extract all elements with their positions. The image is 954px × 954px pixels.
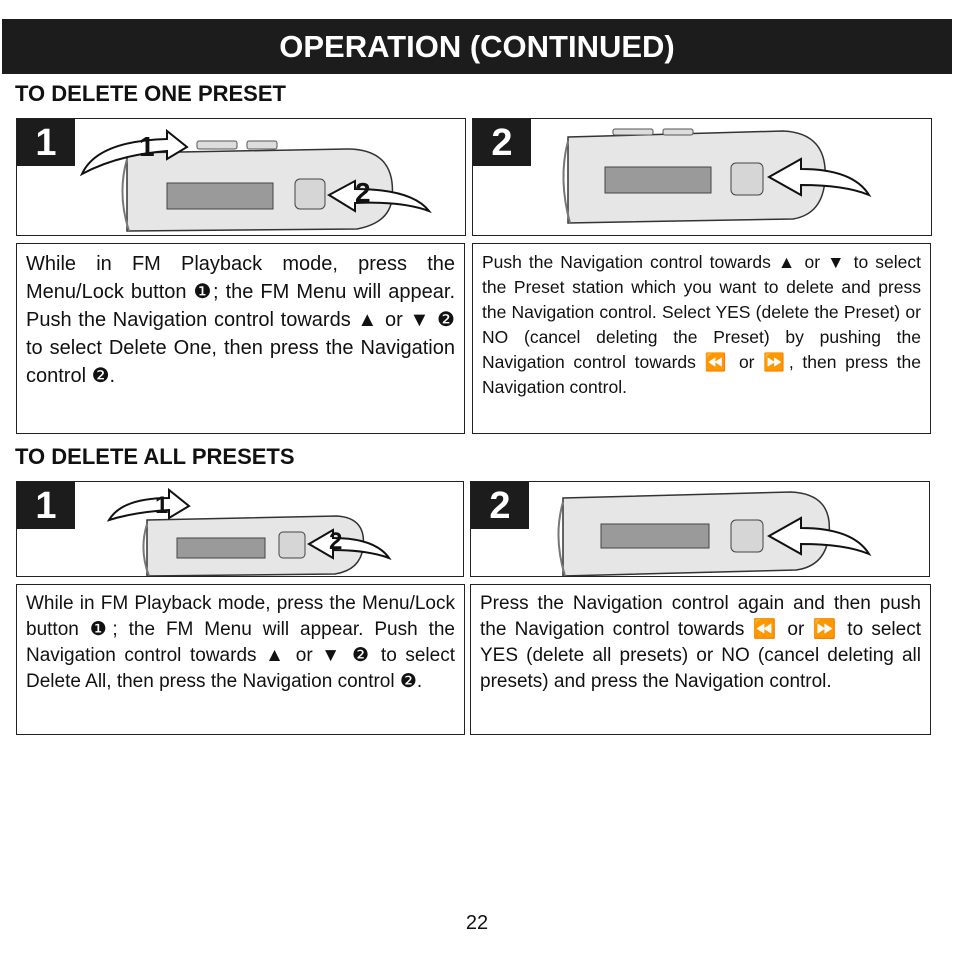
step-number-badge: 1 — [17, 482, 75, 529]
player-device-diagram — [471, 482, 929, 576]
instruction-text-box: Push the Navigation control towards ▲ or ▼ to select the Preset station which you want to delete and press the Navigation control. Select YES (delete the Preset) or NO (cancel deleting the Preset) by pushing the Navigation control towards ⏪ or ⏩, then press the Navigation control. — [472, 243, 931, 434]
callout-1: 1 — [139, 131, 155, 162]
instruction-text-box: Press the Navigation control again and then push the Navigation control towards ⏪ or ⏩ to select YES (delete all presets) or NO (cancel deleting all presets) and press the Navigation control. — [470, 584, 931, 735]
page-title: OPERATION (CONTINUED) — [2, 19, 952, 74]
step-1-illustration-delete-one — [16, 118, 466, 236]
step-2-illustration-delete-all — [470, 481, 930, 577]
callout-2: 2 — [355, 177, 371, 208]
callout-2: 2 — [329, 528, 343, 555]
player-device-diagram — [17, 119, 465, 235]
callout-1: 1 — [155, 492, 169, 519]
instruction-text-box: While in FM Playback mode, press the Menu/Lock button ❶; the FM Menu will appear. Push the Navigation control towards ▲ or ▼ ❷ to select Delete All, then press the Navigation control ❷. — [16, 584, 465, 735]
step-number-badge: 2 — [471, 482, 529, 529]
step-1-illustration-delete-all — [16, 481, 464, 577]
step-number-badge: 1 — [17, 119, 75, 166]
section-title-delete-all: TO DELETE ALL PRESETS — [15, 444, 295, 469]
page-number: 22 — [465, 912, 489, 934]
step-number-badge: 2 — [473, 119, 531, 166]
player-device-diagram — [17, 482, 463, 576]
player-device-diagram — [473, 119, 931, 235]
section-title-delete-one: TO DELETE ONE PRESET — [15, 81, 286, 106]
instruction-text-box: While in FM Playback mode, press the Menu/Lock button ❶; the FM Menu will appear. Push the Navigation control towards ▲ or ▼ ❷ to select Delete One, then press the Navigation control ❷. — [16, 243, 465, 434]
step-2-illustration-delete-one — [472, 118, 932, 236]
